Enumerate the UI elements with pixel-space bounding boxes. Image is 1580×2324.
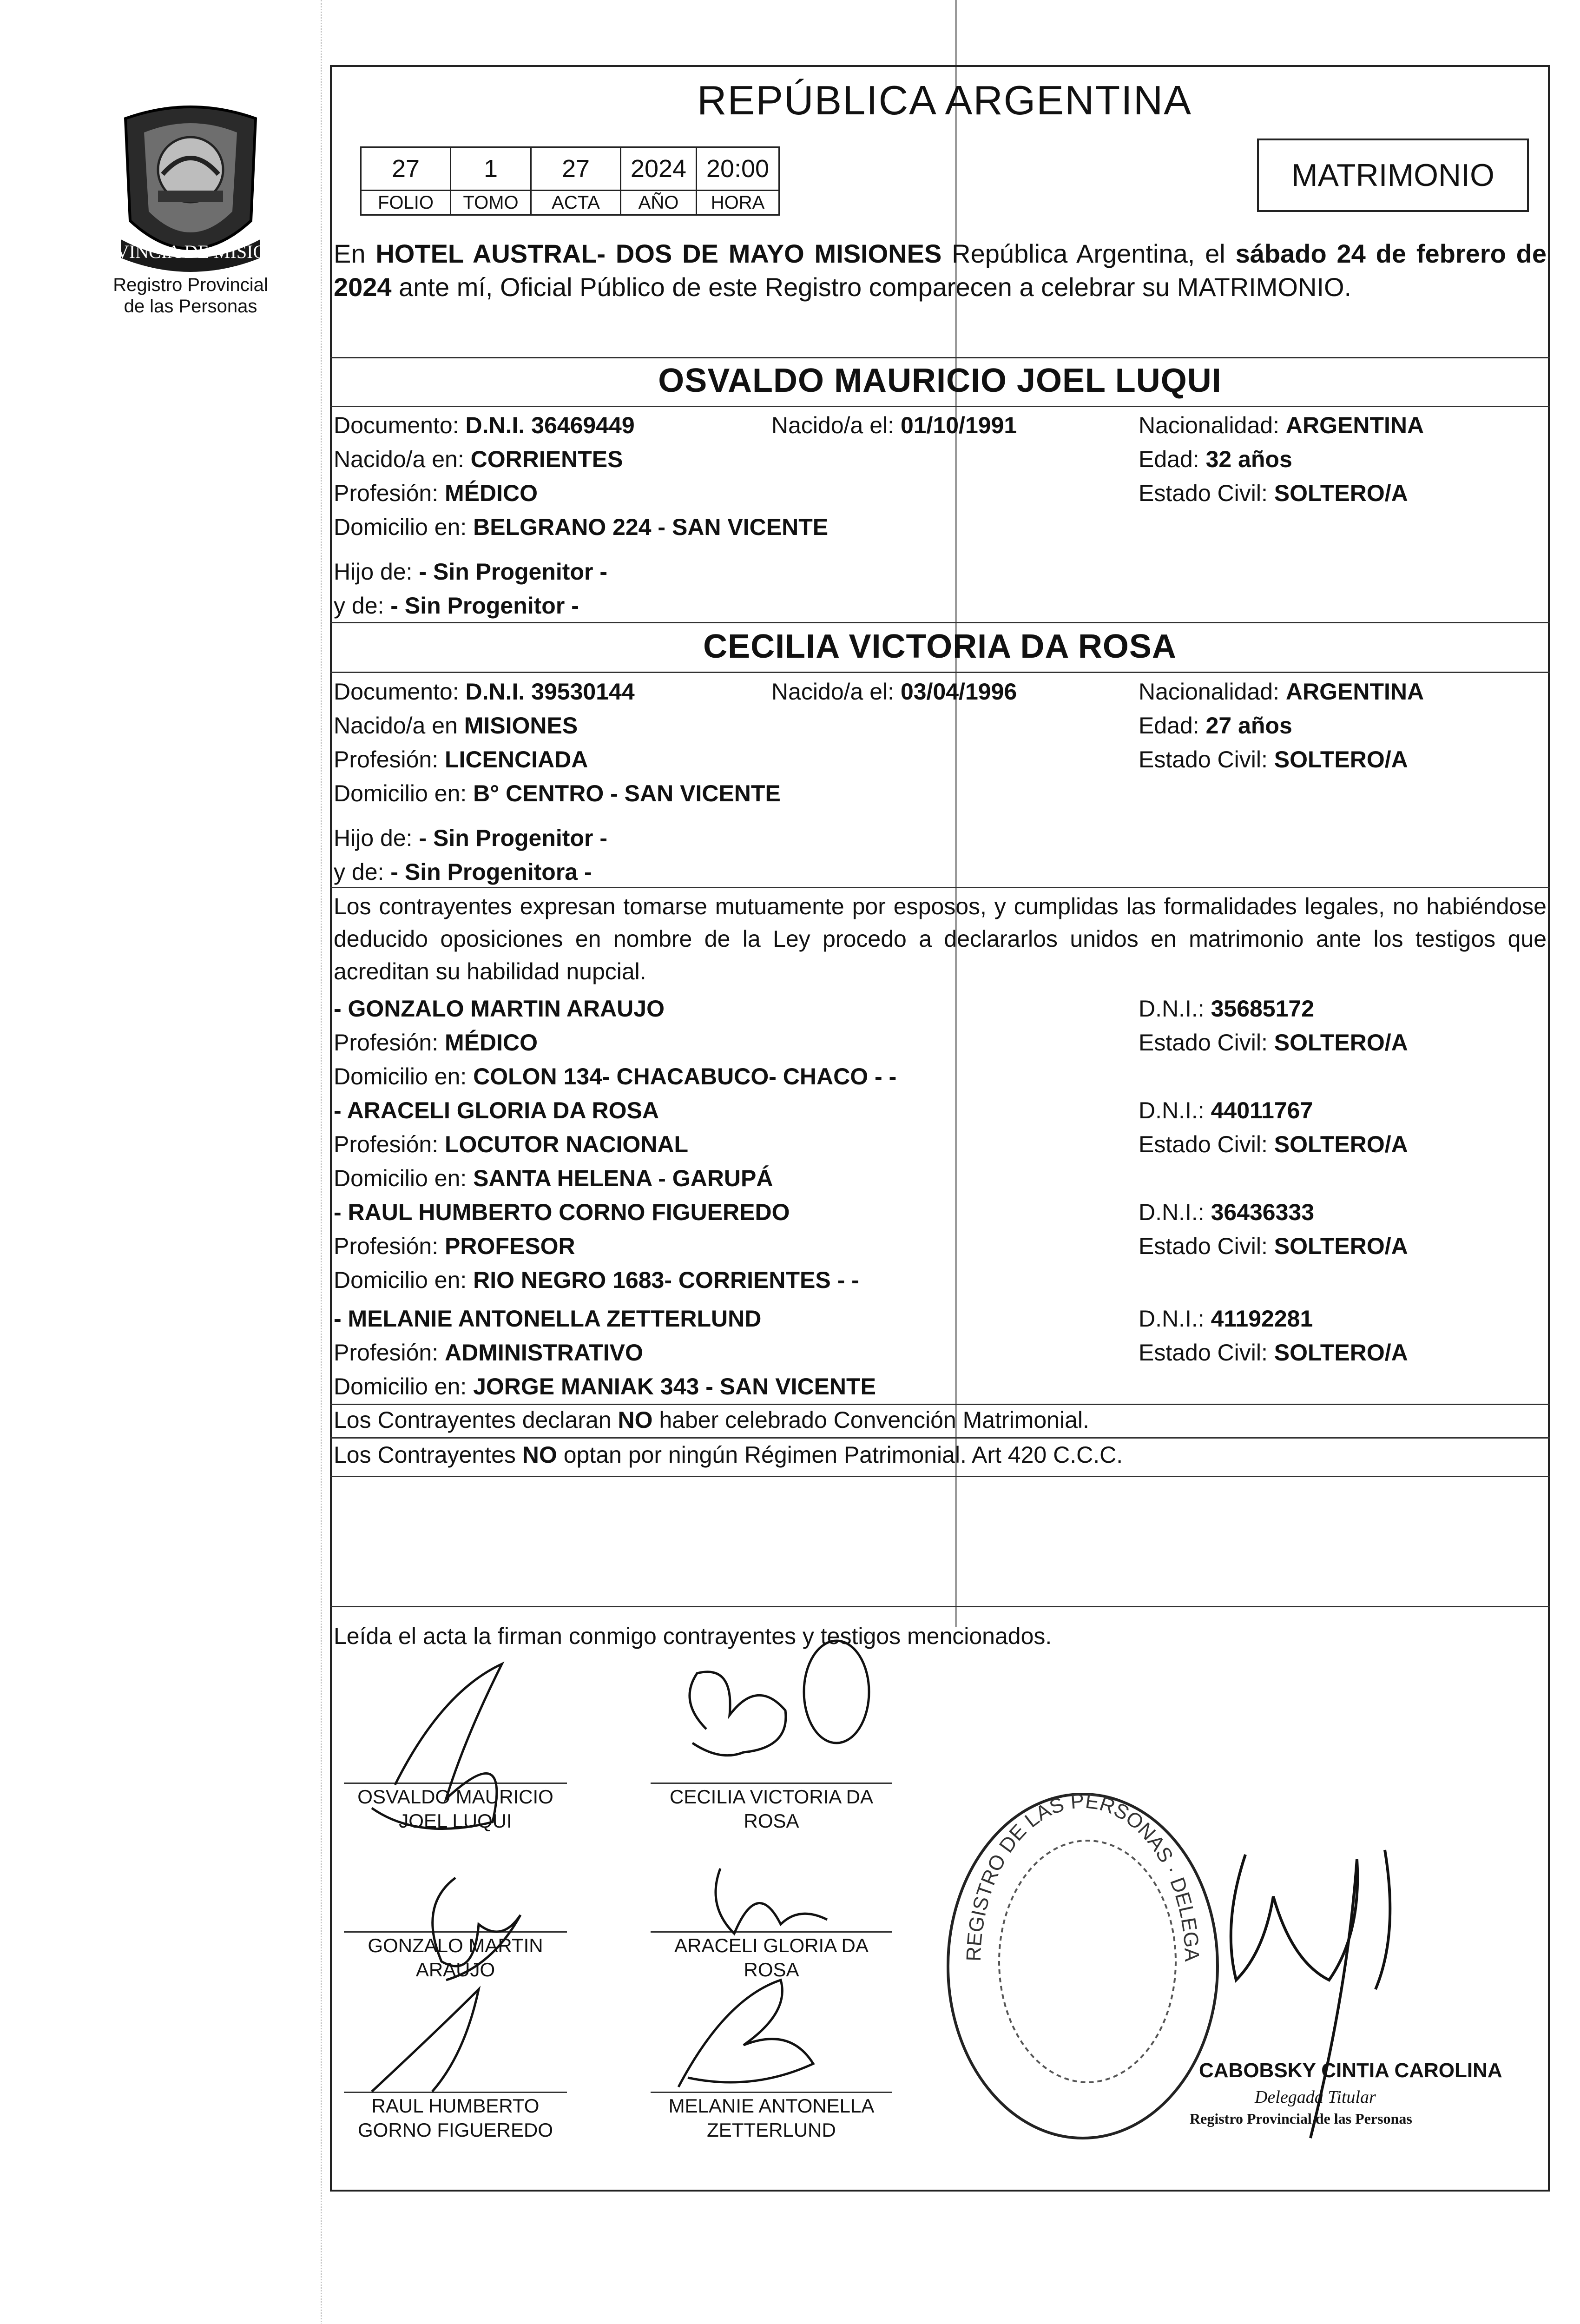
- label: Estado Civil:: [1139, 1233, 1274, 1259]
- spouse2-mother: [334, 858, 592, 886]
- spouse2-birthdate: [771, 678, 1017, 706]
- signature-4-scribble: [716, 1868, 827, 1934]
- label: Documento:: [334, 412, 466, 438]
- value: 32 años: [1205, 446, 1292, 472]
- divider: [330, 1404, 1550, 1405]
- value: MÉDICO: [445, 1030, 538, 1056]
- label: Edad:: [1139, 713, 1206, 739]
- witness-1-profession: [334, 1029, 538, 1056]
- label: D.N.I.:: [1139, 996, 1211, 1022]
- label: Edad:: [1139, 446, 1206, 472]
- record-fields-table: [360, 146, 780, 216]
- witness-4-dni: [1139, 1305, 1313, 1333]
- divider: [330, 622, 1550, 623]
- spouse1-mother: [334, 592, 579, 620]
- text: optan por ningún Régimen Patrimonial. Art 420 C.C.C.: [557, 1442, 1123, 1468]
- spouse2-profession: [334, 746, 588, 773]
- ano-value: 2024: [621, 147, 697, 191]
- value: B° CENTRO - SAN VICENTE: [473, 780, 781, 806]
- value: - Sin Progenitor -: [390, 593, 579, 619]
- label: Nacionalidad:: [1139, 412, 1286, 438]
- spouse2-nationality: [1139, 678, 1424, 706]
- spouse2-document: [334, 678, 635, 706]
- acta-label: ACTA: [531, 191, 621, 215]
- witness-4-civil: [1139, 1339, 1408, 1367]
- spouse2-age: [1139, 712, 1292, 739]
- hora-value: 20:00: [697, 147, 779, 191]
- signature-2-scribble: [690, 1672, 786, 1756]
- spouse2-name: CECILIA VICTORIA DA ROSA: [703, 628, 1177, 665]
- witness-3-civil: [1139, 1232, 1408, 1260]
- spouse1-document: [334, 411, 635, 439]
- witness-3-dni: [1139, 1198, 1314, 1226]
- label: Nacionalidad:: [1139, 679, 1286, 705]
- closing-statement: Leída el acta la firman conmigo contrayentes y testigos mencionados.: [334, 1623, 1052, 1649]
- sig-name-line: ARACELI GLORIA DA: [674, 1934, 869, 1956]
- value: 03/04/1996: [900, 679, 1017, 705]
- sig-name-line: ZETTERLUND: [707, 2119, 836, 2141]
- value: SANTA HELENA - GARUPÁ: [473, 1165, 773, 1191]
- value: ADMINISTRATIVO: [445, 1340, 643, 1366]
- value: ARGENTINA: [1285, 679, 1424, 705]
- sig-name-line: ARAUJO: [415, 1959, 495, 1981]
- value: SOLTERO/A: [1274, 1340, 1408, 1366]
- value: SOLTERO/A: [1274, 1233, 1408, 1259]
- witness-3-address: [334, 1266, 859, 1294]
- logo-text: PROVINCIA DE MISIONES: [79, 241, 302, 262]
- divider: [330, 1437, 1550, 1439]
- sig-name-line: CECILIA VICTORIA DA: [669, 1786, 874, 1808]
- signature-6-scribble: [678, 1980, 813, 2087]
- ano-label: AÑO: [621, 191, 697, 215]
- label: Profesión:: [334, 1030, 445, 1056]
- label: Estado Civil:: [1139, 1340, 1274, 1366]
- label: Estado Civil:: [1139, 480, 1274, 506]
- witness-4-address: [334, 1373, 876, 1400]
- tomo-value: 1: [451, 147, 531, 191]
- text: haber celebrado Convención Matrimonial.: [652, 1407, 1089, 1433]
- text: Los Contrayentes declaran: [334, 1407, 618, 1433]
- registry-line-2: de las Personas: [124, 296, 257, 317]
- signature-2-loop: [804, 1641, 869, 1743]
- sig-name-line: ROSA: [744, 1810, 799, 1832]
- witness-1-dni: [1139, 995, 1314, 1023]
- spouse1-nationality: [1139, 411, 1424, 439]
- spouse1-age: [1139, 445, 1292, 473]
- spouse1-profession: [334, 479, 538, 507]
- label: Profesión:: [334, 1131, 445, 1157]
- divider: [330, 672, 1550, 673]
- page-title: REPÚBLICA ARGENTINA: [697, 77, 1192, 123]
- emphasis: NO: [522, 1442, 557, 1468]
- label: Nacido/a el:: [771, 412, 901, 438]
- label: Domicilio en:: [334, 1063, 474, 1089]
- label: Hijo de:: [334, 825, 419, 851]
- value: MÉDICO: [445, 480, 538, 506]
- value: LOCUTOR NACIONAL: [445, 1131, 689, 1157]
- spouse2-birthplace: [334, 712, 578, 739]
- value: RIO NEGRO 1683- CORRIENTES - -: [473, 1267, 859, 1293]
- witness-4-name: - MELANIE ANTONELLA ZETTERLUND: [334, 1306, 762, 1332]
- divider: [330, 1476, 1550, 1477]
- spouse2-address: [334, 779, 781, 807]
- label: Hijo de:: [334, 559, 419, 585]
- value: LICENCIADA: [445, 746, 588, 772]
- registry-line-1: Registro Provincial: [113, 275, 268, 295]
- official-name: CABOBSKY CINTIA CAROLINA: [1199, 2059, 1502, 2082]
- folio-label: FOLIO: [361, 191, 451, 215]
- witness-1-civil: [1139, 1029, 1408, 1056]
- label: y de:: [334, 859, 391, 885]
- label: D.N.I.:: [1139, 1199, 1211, 1225]
- intro-paragraph: [334, 237, 1547, 304]
- value: SOLTERO/A: [1274, 480, 1408, 506]
- value: D.N.I. 36469449: [465, 412, 635, 438]
- witness-1-address: [334, 1063, 896, 1090]
- regime-line: [334, 1441, 1123, 1469]
- value: 44011767: [1211, 1097, 1313, 1123]
- province-logo: [79, 100, 302, 277]
- spouse1-address: [334, 513, 828, 541]
- spouse2-father: [334, 824, 607, 852]
- label: Estado Civil:: [1139, 1030, 1274, 1056]
- witness-3-name: - RAUL HUMBERTO CORNO FIGUEREDO: [334, 1199, 790, 1225]
- sig-name-line: MELANIE ANTONELLA: [668, 2095, 875, 2117]
- sig-name-line: OSVALDO MAURICIO: [357, 1786, 553, 1808]
- official-title: Delegada Titular: [1255, 2087, 1376, 2107]
- signature-3-scribble: [433, 1878, 520, 1980]
- witness-2-dni: [1139, 1096, 1313, 1124]
- spouse2-civil-status: [1139, 746, 1408, 773]
- value: D.N.I. 39530144: [465, 679, 635, 705]
- witness-2-civil: [1139, 1130, 1408, 1158]
- province-shield-icon: [79, 100, 302, 277]
- folio-value: 27: [361, 147, 451, 191]
- value: JORGE MANIAK 343 - SAN VICENTE: [473, 1373, 876, 1400]
- sig-name-line: ROSA: [744, 1959, 799, 1981]
- hora-label: HORA: [697, 191, 779, 215]
- convention-line: [334, 1406, 1089, 1434]
- tomo-label: TOMO: [451, 191, 531, 215]
- value: SOLTERO/A: [1274, 1131, 1408, 1157]
- divider: [330, 1606, 1550, 1607]
- value: 41192281: [1211, 1306, 1313, 1332]
- label: Domicilio en:: [334, 1165, 474, 1191]
- divider: [330, 406, 1550, 407]
- declaration-paragraph: Los contrayentes expresan tomarse mutuamente por esposos, y cumplidas las formalidades legales, no habiéndose deducido oposiciones en nombre de la Ley procedo a declararlos unidos en matrimonio ante los testigos que acreditan su habilidad nupcial.: [334, 893, 1547, 984]
- label: Domicilio en:: [334, 514, 474, 540]
- label: D.N.I.:: [1139, 1097, 1211, 1123]
- label: Profesión:: [334, 746, 445, 772]
- value: SOLTERO/A: [1274, 1030, 1408, 1056]
- witness-4-profession: [334, 1339, 643, 1367]
- label: Estado Civil:: [1139, 746, 1274, 772]
- label: Profesión:: [334, 1233, 445, 1259]
- label: y de:: [334, 593, 391, 619]
- value: CORRIENTES: [470, 446, 623, 472]
- official-seal: [934, 1776, 1231, 2147]
- signature-1-scribble: [372, 1664, 502, 1829]
- sig-name-line: RAUL HUMBERTO: [371, 2095, 540, 2117]
- label: Domicilio en:: [334, 1373, 474, 1400]
- value: COLON 134- CHACABUCO- CHACO - -: [473, 1063, 897, 1089]
- text: Los Contrayentes: [334, 1442, 522, 1468]
- value: - Sin Progenitora -: [390, 859, 592, 885]
- official-seal-icon: [934, 1776, 1231, 2147]
- value: 01/10/1991: [900, 412, 1017, 438]
- emphasis: NO: [618, 1407, 653, 1433]
- witness-2-address: [334, 1164, 773, 1192]
- label: Domicilio en:: [334, 1267, 474, 1293]
- acta-value: 27: [531, 147, 621, 191]
- spouse1-birthdate: [771, 411, 1017, 439]
- value: SOLTERO/A: [1274, 746, 1408, 772]
- act-type-box: MATRIMONIO: [1257, 139, 1529, 212]
- intro-text-3: ante mí, Oficial Público de este Registro comparecen a celebrar su MATRIMONIO.: [391, 272, 1352, 302]
- value: 36436333: [1211, 1199, 1315, 1225]
- spouse1-father: [334, 558, 607, 586]
- value: - Sin Progenitor -: [419, 559, 607, 585]
- sig-name-line: GORNO FIGUEREDO: [357, 2119, 553, 2141]
- label: Domicilio en:: [334, 780, 474, 806]
- divider: [330, 887, 1550, 888]
- spouse1-birthplace: [334, 445, 623, 473]
- intro-place: HOTEL AUSTRAL- DOS DE MAYO MISIONES: [375, 239, 942, 268]
- signature-5-scribble: [372, 1989, 479, 2092]
- value: 35685172: [1211, 996, 1315, 1022]
- witness-2-profession: [334, 1130, 688, 1158]
- intro-date: sábado 24 de febrero de 2024: [334, 239, 1547, 302]
- value: PROFESOR: [445, 1233, 575, 1259]
- registry-caption: [84, 274, 297, 317]
- seal-text: REGISTRO DE LAS PERSONAS · DELEGA: [962, 1789, 1204, 1962]
- sig-name-line: GONZALO MARTIN: [368, 1934, 543, 1956]
- label: Nacido/a el:: [771, 679, 901, 705]
- value: ARGENTINA: [1285, 412, 1424, 438]
- value: - Sin Progenitor -: [419, 825, 607, 851]
- value: BELGRANO 224 - SAN VICENTE: [473, 514, 829, 540]
- value: MISIONES: [464, 713, 578, 739]
- intro-text-1: En: [334, 239, 376, 268]
- label: Estado Civil:: [1139, 1131, 1274, 1157]
- label: Profesión:: [334, 1340, 445, 1366]
- label: Profesión:: [334, 480, 445, 506]
- handwritten-signatures: [325, 1645, 929, 2157]
- intro-text-2: República Argentina, el: [941, 239, 1236, 268]
- spouse1-name: OSVALDO MAURICIO JOEL LUQUI: [658, 362, 1222, 399]
- witness-2-name: - ARACELI GLORIA DA ROSA: [334, 1097, 659, 1123]
- label: Nacido/a en:: [334, 446, 471, 472]
- witness-3-profession: [334, 1232, 575, 1260]
- label: D.N.I.:: [1139, 1306, 1211, 1332]
- witness-1-name: - GONZALO MARTIN ARAUJO: [334, 996, 665, 1022]
- left-margin-perforation: [321, 0, 322, 2324]
- label: Nacido/a en: [334, 713, 464, 739]
- label: Documento:: [334, 679, 466, 705]
- divider: [330, 357, 1550, 358]
- official-office: Registro Provincial de las Personas: [1190, 2110, 1412, 2127]
- spouse1-civil-status: [1139, 479, 1408, 507]
- sig-name-line: JOEL LUQUI: [399, 1810, 512, 1832]
- value: 27 años: [1205, 713, 1292, 739]
